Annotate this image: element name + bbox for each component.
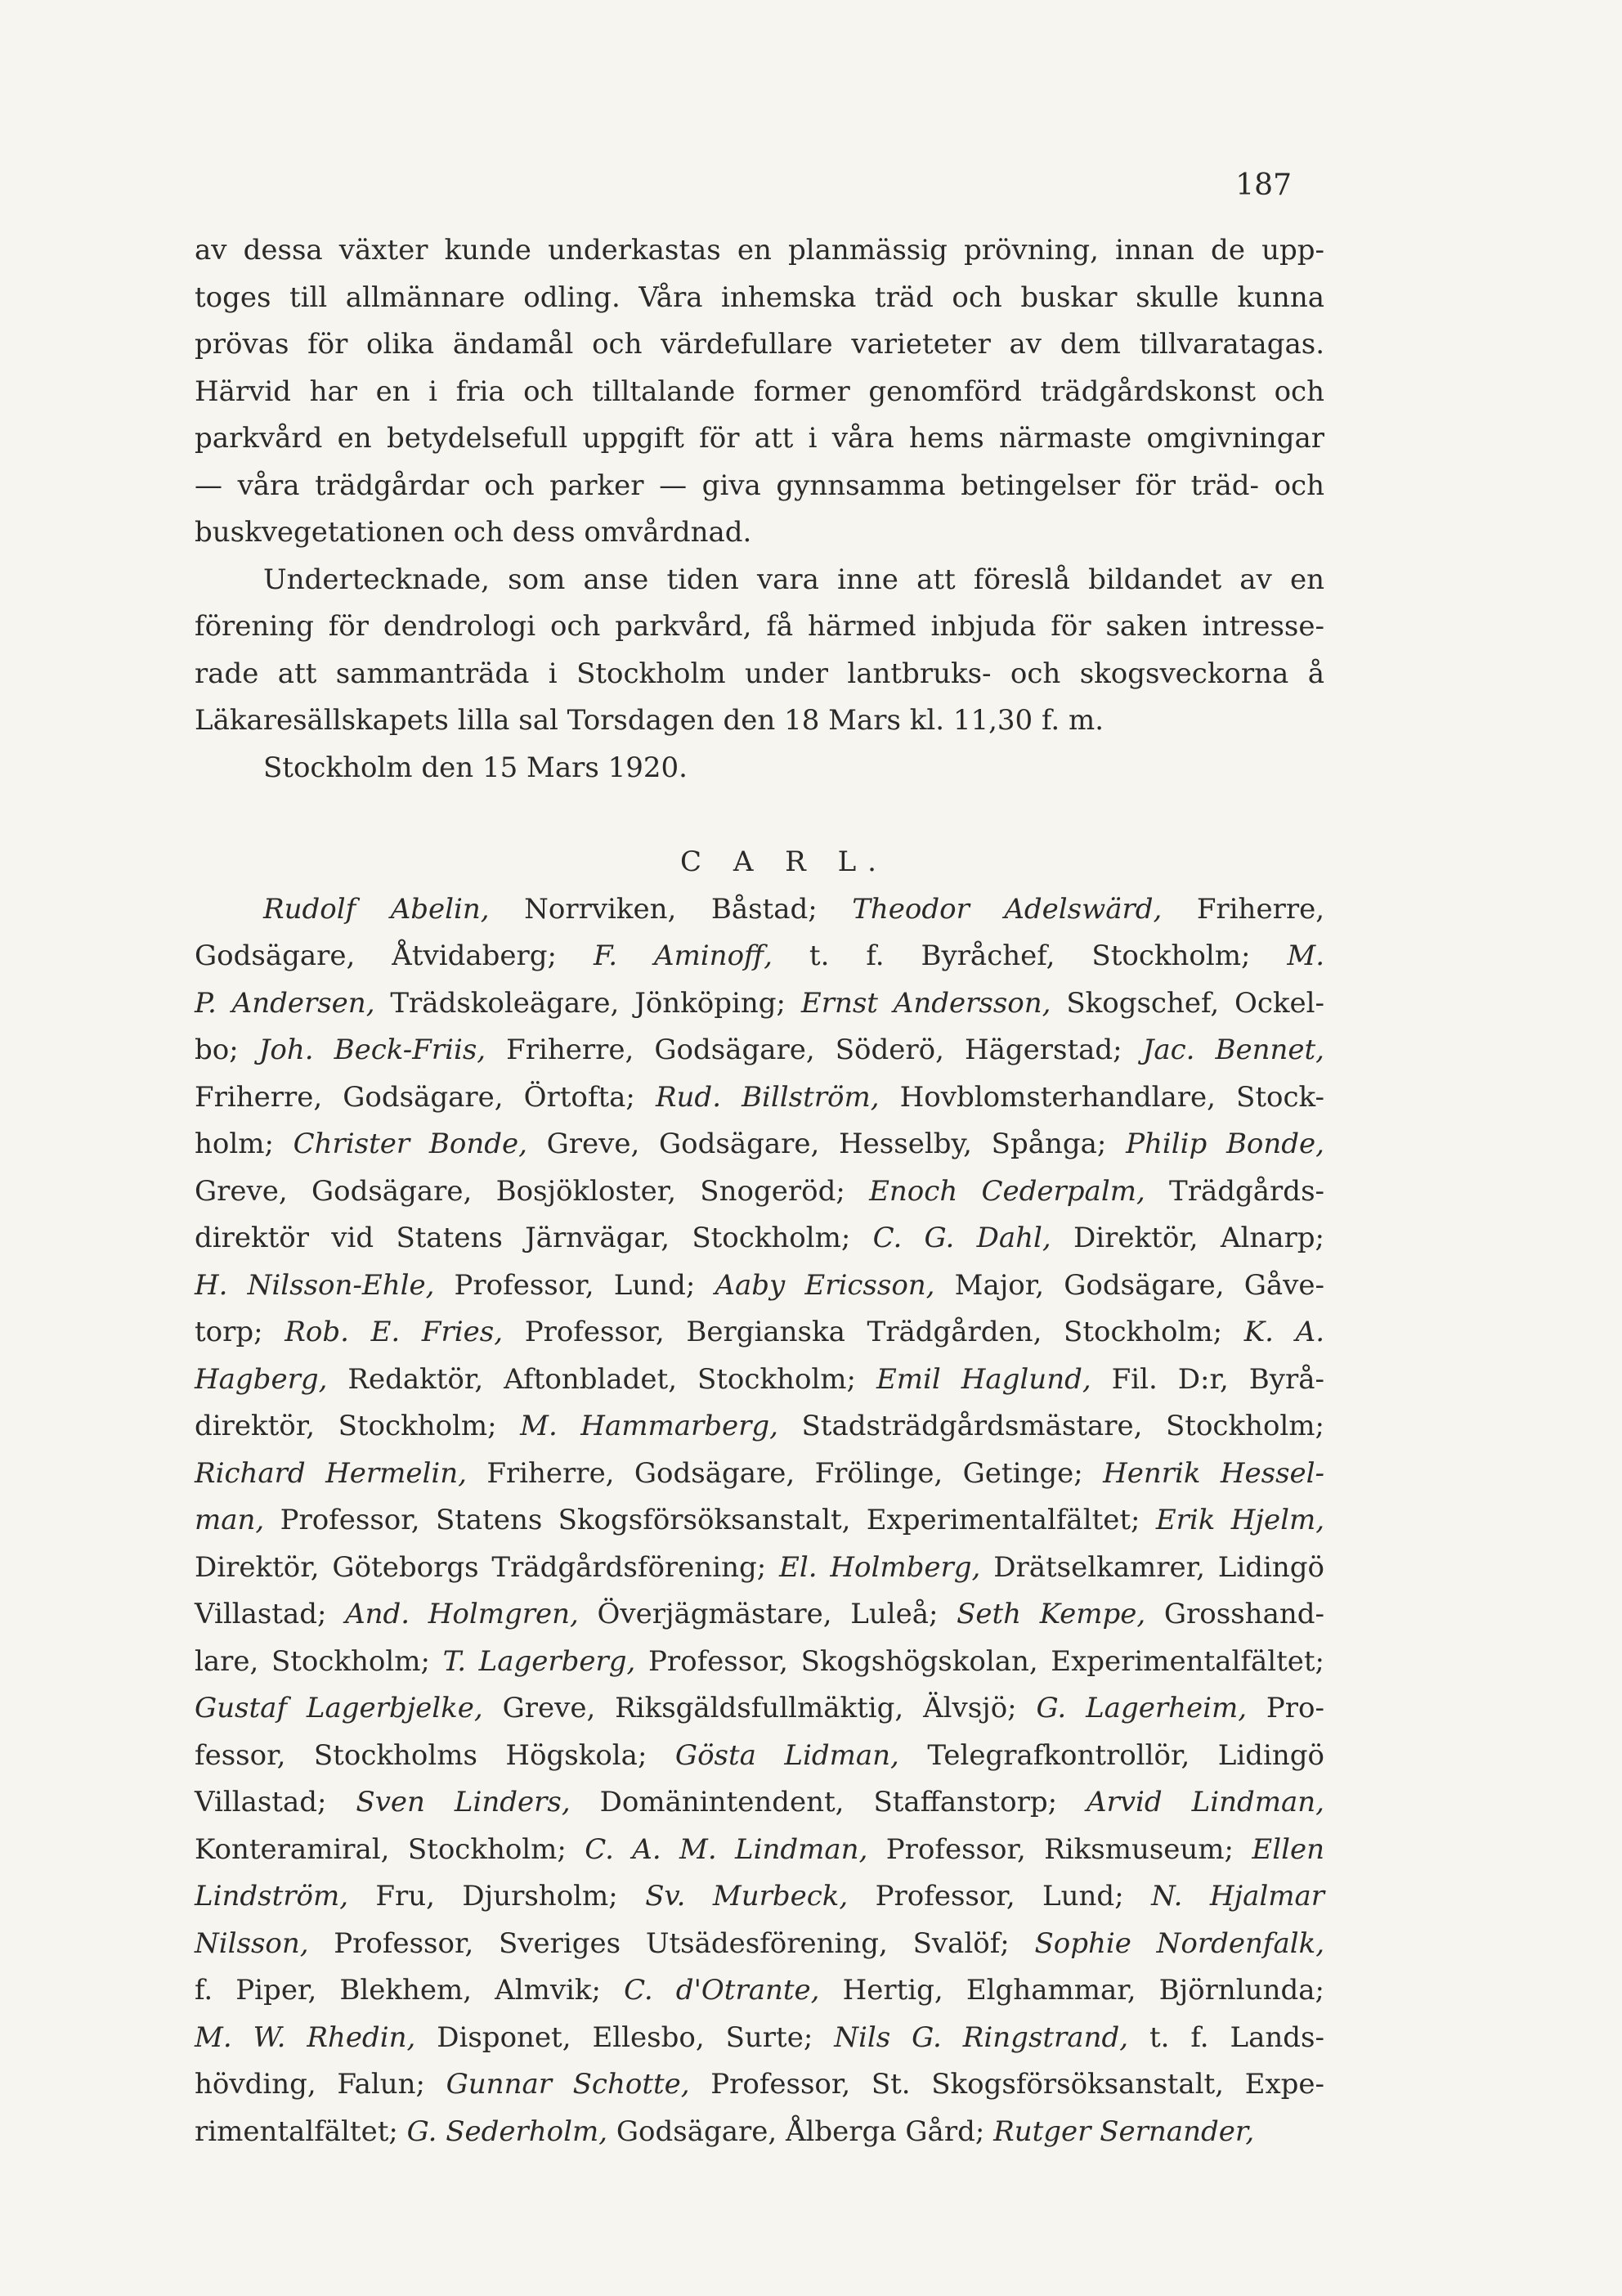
person-name: El. Holmberg, — [779, 1550, 981, 1584]
person-details: Fru, Djursholm; — [348, 1880, 646, 1913]
person-details: Drätselkamrer, Lidingö — [980, 1550, 1324, 1584]
person-name: Richard Hermelin, — [195, 1456, 467, 1490]
person-details: Pro- — [1247, 1692, 1324, 1724]
text-line: — våra trädgårdar och parker — giva gynnsamma betingelser för träd- och — [195, 469, 1324, 502]
person-details: Professor, Lund; — [434, 1268, 715, 1302]
person-details: lare, Stockholm; — [195, 1644, 443, 1678]
person-name: G. Sederholm, — [406, 2114, 608, 2148]
signatories-line — [195, 1168, 1324, 1216]
person-name: M. W. Rhedin, — [195, 2020, 416, 2054]
signatories-line — [195, 1873, 1324, 1921]
person-name: Rud. Billström, — [655, 1080, 880, 1114]
person-details: direktör, Stockholm; — [195, 1410, 521, 1442]
person-name: M. Hammarberg, — [520, 1410, 778, 1442]
text-line: Undertecknade, som anse tiden vara inne att föreslå bildandet av en — [263, 563, 1324, 596]
signatories-line — [195, 1027, 1324, 1074]
person-name: Lindström, — [195, 1880, 348, 1913]
person-name: Gustaf Lagerbjelke, — [195, 1692, 483, 1724]
person-name: Sophie Nordenfalk, — [1034, 1926, 1325, 1960]
signatories-line — [195, 980, 1324, 1028]
signatories-line — [195, 1779, 1324, 1827]
person-name: N. Hjalmar — [1151, 1880, 1325, 1913]
person-details: Konteramiral, Stockholm; — [195, 1832, 585, 1866]
person-details: torp; — [195, 1316, 285, 1348]
person-name: Ellen — [1252, 1832, 1324, 1866]
person-details: Villastad; — [195, 1786, 356, 1818]
person-details: rimentalfältet; — [195, 2114, 407, 2148]
signatories-line — [195, 1921, 1324, 1968]
signatories-line — [195, 1121, 1324, 1168]
signatories-line — [195, 2109, 1324, 2156]
person-details: Major, Godsägare, Gåve- — [934, 1268, 1324, 1302]
person-details: Professor, Bergianska Trädgården, Stockholm; — [503, 1316, 1244, 1348]
person-name: Erik Hjelm, — [1155, 1504, 1325, 1536]
person-name: And. Holmgren, — [345, 1598, 579, 1630]
text-line: toges till allmännare odling. Våra inhemska träd och buskar skulle kunna — [195, 280, 1324, 314]
person-details: Skogschef, Ockel- — [1051, 986, 1325, 1020]
person-name: Nils G. Ringstrand, — [834, 2020, 1129, 2054]
signatories-line — [195, 2015, 1324, 2062]
page-number: 187 — [1235, 168, 1292, 202]
person-details: t. f. Lands- — [1128, 2020, 1324, 2054]
person-name: Rudolf Abelin, — [263, 892, 490, 926]
person-details: Professor, Skogshögskolan, Experimentalfältet; — [635, 1644, 1324, 1678]
person-name: man, — [195, 1504, 265, 1536]
person-details: Stadsträdgårdsmästare, Stockholm; — [777, 1410, 1324, 1442]
person-name: Jac. Bennet, — [1142, 1034, 1324, 1066]
person-details: Hovblomsterhandlare, Stock- — [879, 1080, 1324, 1114]
signatories-line — [195, 1215, 1324, 1262]
person-details: Professor, Statens Skogsförsöksanstalt, Experimentalfältet; — [264, 1504, 1156, 1536]
person-details: hövding, Falun; — [195, 2068, 446, 2101]
paragraph-2 — [195, 557, 1324, 745]
text-line: rade att sammanträda i Stockholm under lantbruks- och skogsveckorna å — [195, 657, 1324, 690]
person-name: Theodor Adelswärd, — [852, 892, 1163, 926]
person-name: Christer Bonde, — [293, 1128, 527, 1160]
person-name: Henrik Hessel- — [1103, 1456, 1325, 1490]
person-name: P. Andersen, — [195, 986, 375, 1020]
person-details: t. f. Byråchef, Stockholm; — [772, 939, 1288, 972]
person-name: C. A. M. Lindman, — [585, 1832, 868, 1866]
person-name: M. — [1287, 939, 1325, 972]
person-details: Grosshand- — [1145, 1598, 1324, 1630]
signatories-line — [195, 1545, 1324, 1592]
person-details: Villastad; — [195, 1598, 346, 1630]
person-details: Professor, Sveriges Utsädesförening, Svalöf; — [308, 1926, 1035, 1960]
text-line: parkvård en betydelsefull uppgift för att i våra hems närmaste omgivningar — [195, 422, 1324, 455]
person-details: Domänintendent, Staffanstorp; — [570, 1786, 1087, 1818]
person-details: Professor, St. Skogsförsöksanstalt, Expe- — [689, 2068, 1324, 2101]
text-line: prövas för olika ändamål och värdefullare varieteter av dem tillvaratagas. — [195, 328, 1324, 361]
person-details: Trädskoleägare, Jönköping; — [374, 986, 801, 1020]
person-details: direktör vid Statens Järnvägar, Stockholm; — [195, 1222, 873, 1254]
person-name: Joh. Beck-Friis, — [258, 1034, 486, 1066]
person-details: Greve, Godsägare, Hesselby, Spånga; — [526, 1128, 1127, 1160]
person-name: Rutger Sernander, — [993, 2114, 1255, 2148]
person-details: Greve, Riksgäldsfullmäktig, Älvsjö; — [482, 1692, 1037, 1724]
date-line: Stockholm den 15 Mars 1920. — [263, 751, 688, 784]
signatories-line — [195, 1967, 1324, 2015]
person-name: Emil Haglund, — [876, 1362, 1091, 1396]
person-details: Telegrafkontrollör, Lidingö — [898, 1738, 1325, 1772]
person-details: Trädgårds- — [1145, 1174, 1324, 1208]
person-name: Arvid Lindman, — [1087, 1786, 1324, 1818]
person-details: Professor, Riksmuseum; — [867, 1832, 1252, 1866]
person-name: Sven Linders, — [356, 1786, 571, 1818]
person-details: Norrviken, Båstad; — [489, 892, 853, 926]
text-line: buskvegetationen och dess omvårdnad. — [195, 516, 752, 549]
person-details: bo; — [195, 1034, 259, 1066]
person-details: Hertig, Elghammar, Björnlunda; — [819, 1974, 1324, 2007]
person-details: Friherre, — [1162, 892, 1325, 926]
person-name: G. Lagerheim, — [1036, 1692, 1248, 1724]
person-name: Rob. E. Fries, — [285, 1316, 504, 1348]
person-name: Hagberg, — [195, 1362, 328, 1396]
signatories-line — [195, 1733, 1324, 1780]
person-details: holm; — [195, 1128, 293, 1160]
text-line: av dessa växter kunde underkastas en planmässig prövning, innan de upp- — [195, 234, 1324, 267]
person-details: Greve, Godsägare, Bosjökloster, Snogeröd; — [195, 1174, 870, 1208]
text-line: Läkaresällskapets lilla sal Torsdagen den 18 Mars kl. 11,30 f. m. — [195, 704, 1104, 737]
person-name: H. Nilsson-Ehle, — [195, 1268, 435, 1302]
signatories-line — [195, 1591, 1324, 1639]
person-name: Sv. Murbeck, — [645, 1880, 849, 1913]
person-name: Gunnar Schotte, — [446, 2068, 690, 2101]
person-details: Godsägare, Åtvidaberg; — [195, 939, 594, 972]
signatories-line — [195, 2061, 1324, 2109]
person-details: f. Piper, Blekhem, Almvik; — [195, 1974, 625, 2007]
person-name: Seth Kempe, — [957, 1598, 1146, 1630]
person-name: Aaby Ericsson, — [715, 1268, 935, 1302]
person-details: fessor, Stockholms Högskola; — [195, 1738, 675, 1772]
person-details: Redaktör, Aftonbladet, Stockholm; — [327, 1362, 876, 1396]
signatories-line — [195, 1357, 1324, 1404]
person-name: Ernst Andersson, — [800, 986, 1051, 1020]
person-name: C. d'Otrante, — [624, 1974, 820, 2007]
signatories-line — [195, 1685, 1324, 1733]
signatories-line — [195, 1451, 1324, 1498]
signatories-line — [195, 1262, 1324, 1310]
document-body — [195, 227, 1324, 2155]
person-details: Friherre, Godsägare, Söderö, Hägerstad; — [486, 1034, 1143, 1066]
signatories-line — [195, 933, 1324, 980]
person-details: Fil. D:r, Byrå- — [1091, 1362, 1324, 1396]
signatories-line — [195, 1497, 1324, 1545]
signature: C A R L. — [680, 845, 888, 878]
text-line: förening för dendrologi och parkvård, få härmed inbjuda för saken intresse- — [195, 610, 1324, 643]
person-details: Friherre, Godsägare, Örtofta; — [195, 1080, 656, 1114]
person-details: Överjägmästare, Luleå; — [578, 1598, 957, 1630]
person-details: Direktör, Alnarp; — [1051, 1222, 1324, 1254]
person-name: Enoch Cederpalm, — [869, 1174, 1145, 1208]
text-line: Härvid har en i fria och tilltalande former genomförd trädgårdskonst och — [195, 374, 1324, 408]
person-name: F. Aminoff, — [593, 939, 773, 972]
signatories-line — [195, 1639, 1324, 1686]
person-details: Direktör, Göteborgs Trädgårdsförening; — [195, 1550, 780, 1584]
signatories-list — [195, 886, 1324, 2156]
person-name: Nilsson, — [195, 1926, 309, 1960]
person-details: Professor, Lund; — [848, 1880, 1152, 1913]
person-details: Friherre, Godsägare, Frölinge, Getinge; — [466, 1456, 1104, 1490]
paragraph-1 — [195, 227, 1324, 557]
person-name: Gösta Lidman, — [674, 1738, 899, 1772]
person-name: C. G. Dahl, — [872, 1222, 1051, 1254]
person-name: K. A. — [1243, 1316, 1324, 1348]
person-details: Godsägare, Ålberga Gård; — [607, 2114, 994, 2148]
person-details: Disponet, Ellesbo, Surte; — [415, 2020, 835, 2054]
signatories-line — [195, 1074, 1324, 1122]
person-name: Philip Bonde, — [1126, 1128, 1324, 1160]
signatories-line — [195, 1309, 1324, 1357]
signatories-line — [195, 886, 1324, 934]
signatories-line — [195, 1403, 1324, 1451]
signatories-line — [195, 1827, 1324, 1874]
person-name: T. Lagerberg, — [442, 1644, 636, 1678]
